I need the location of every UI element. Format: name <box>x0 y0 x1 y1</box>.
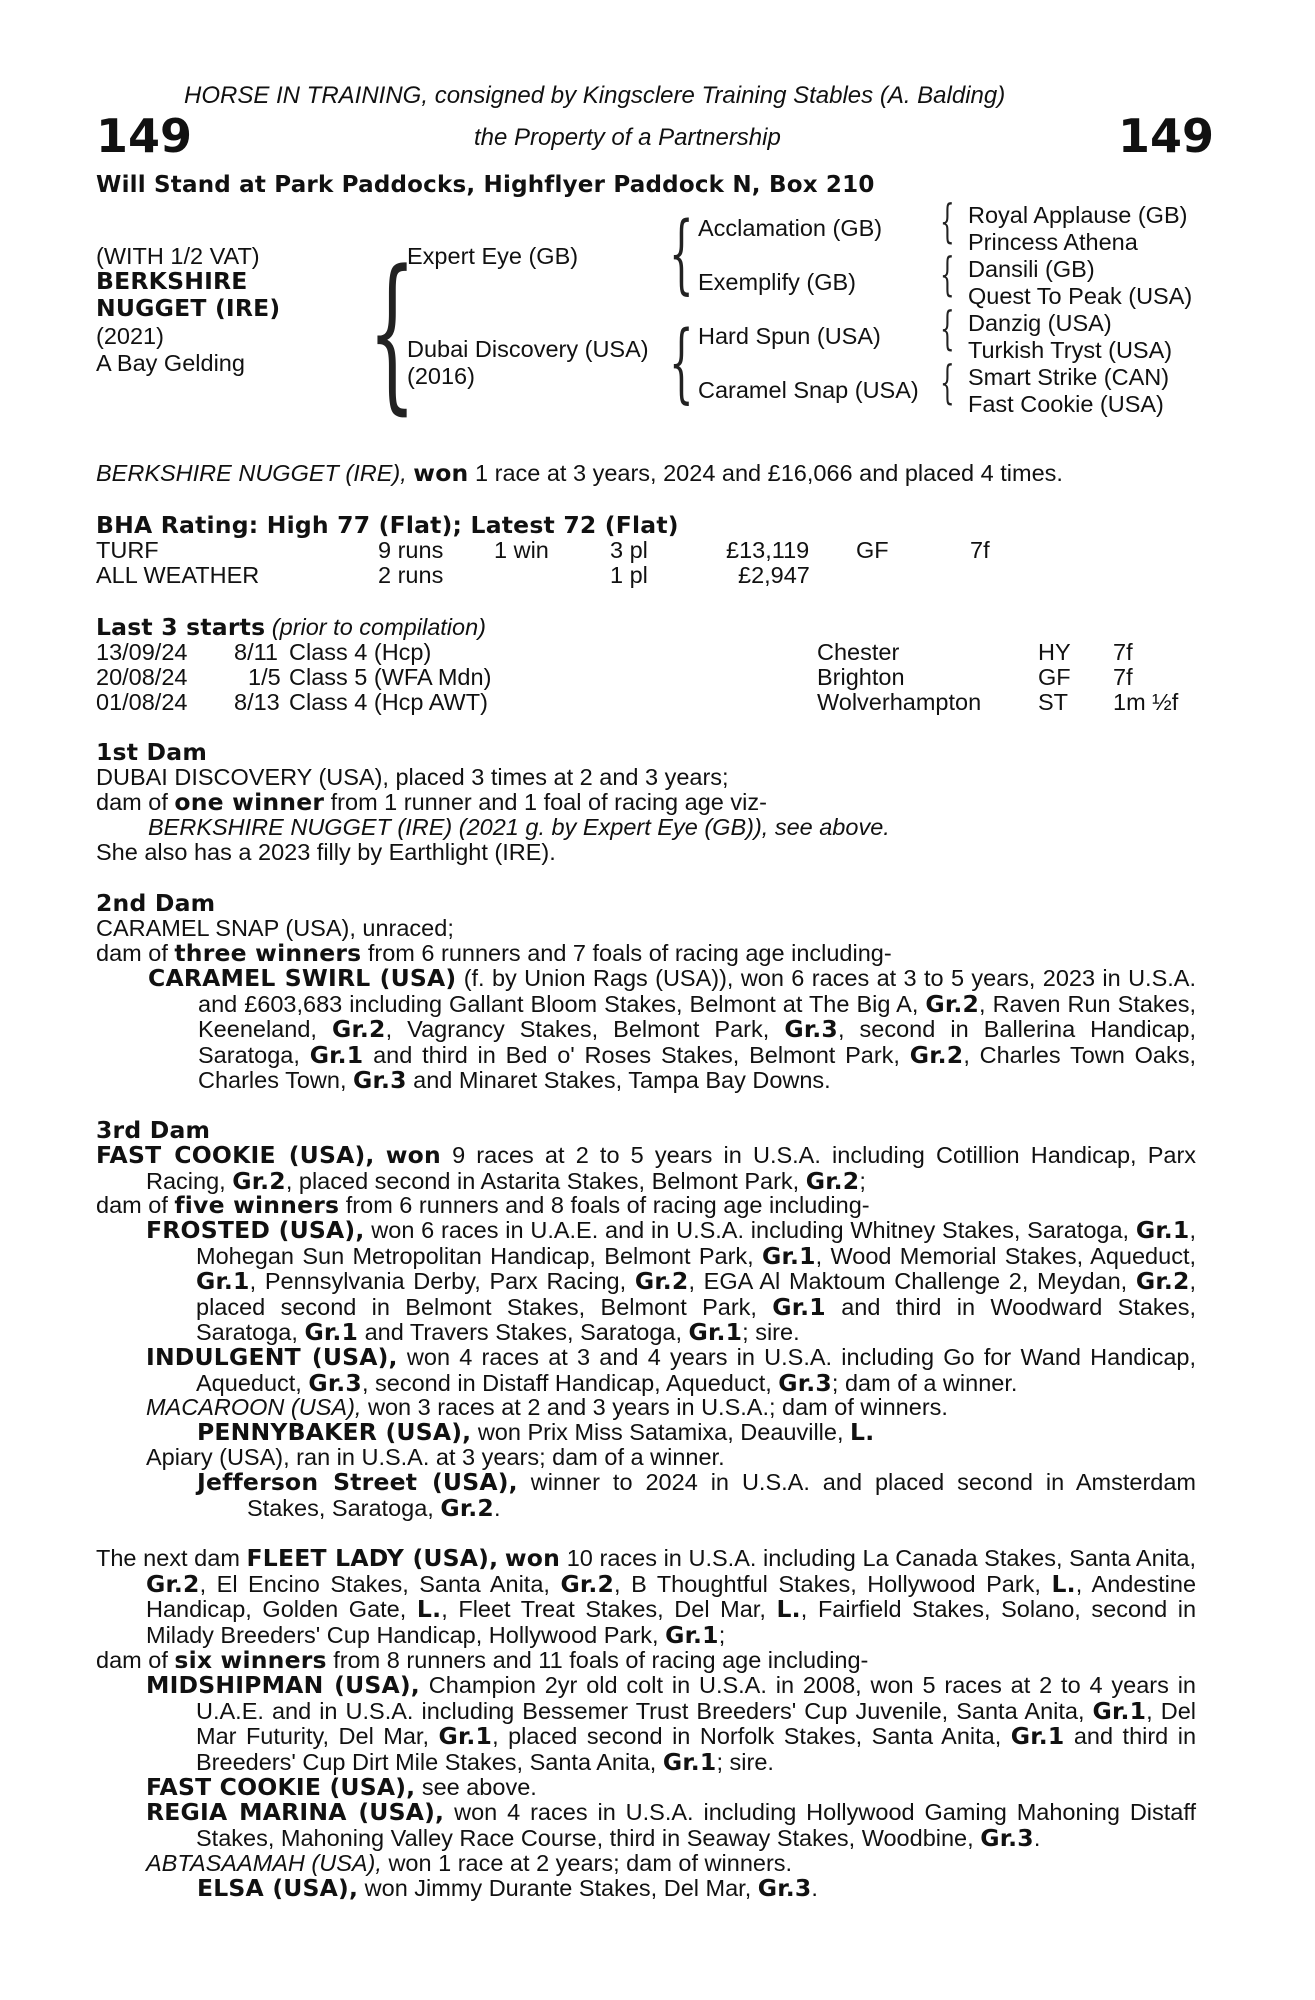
section-heading: 3rd Dam <box>96 1116 211 1144</box>
gg-2: Princess Athena <box>968 229 1138 255</box>
brace-icon: { <box>669 204 694 304</box>
sire-sire: Acclamation (GB) <box>698 215 883 241</box>
gg-4: Quest To Peak (USA) <box>968 283 1193 309</box>
gg-8: Fast Cookie (USA) <box>968 391 1164 417</box>
gg-3: Dansili (GB) <box>968 256 1095 282</box>
brace-icon: { <box>940 194 955 248</box>
lot-number-left: 149 <box>96 109 193 163</box>
brace-icon: { <box>368 234 417 430</box>
rating-heading: BHA Rating: High 77 (Flat); Latest 72 (Flat) <box>96 511 679 539</box>
consignor-line: HORSE IN TRAINING, consigned by Kingsclere Training Stables (A. Balding) <box>184 82 1006 109</box>
brace-icon: { <box>940 247 955 301</box>
fleet-lady-entry: The next dam FLEET LADY (USA), won 10 races in U.S.A. including La Canada Stakes, Santa Anita, Gr.2, El Encino Stakes, Santa Anita, Gr.2, B Thoughtful Stakes, Hollywood Park, L., Andestine Handicap, Golden Gate, L., Fleet Treat Stakes, Del Mar, L., Fairfield Stakes, Solano, second in Milady Breeders' Cup Handicap, Hollywood Park, Gr.1; <box>96 1544 1197 1649</box>
horse-name-line1: BERKSHIRE <box>96 267 248 295</box>
dam-dam: Caramel Snap (USA) <box>698 377 919 403</box>
brace-icon: { <box>669 313 694 413</box>
indulgent-entry: INDULGENT (USA), won 4 races at 3 and 4 years in U.S.A. including Go for Wand Handicap, Aqueduct, Gr.3, second in Distaff Handicap, Aqueduct, Gr.3; dam of a winner. <box>146 1343 1197 1397</box>
lot-number-right: 149 <box>1118 109 1215 163</box>
stabling-line: Will Stand at Park Paddocks, Highflyer Paddock N, Box 210 <box>96 172 875 198</box>
race-summary: BERKSHIRE NUGGET (IRE), won 1 race at 3 years, 2024 and £16,066 and placed 4 times. <box>96 459 1063 487</box>
section-heading: 2nd Dam <box>96 889 216 917</box>
fast-cookie-ref: FAST COOKIE (USA), see above. <box>146 1773 537 1801</box>
caramel-swirl-entry: CARAMEL SWIRL (USA) (f. by Union Rags (USA)), won 6 races at 3 to 5 years, 2023 in U.S.A. and £603,683 including Gallant Bloom Stakes, Belmont at The Big A, Gr.2, Raven Run Stakes, Keeneland, Gr.2, Vagrancy Stakes, Belmont Park, Gr.3, second in Ballerina Handicap, Saratoga, Gr.1 and third in Bed o' Roses Stakes, Belmont Park, Gr.2, Charles Town Oaks, Charles Town, Gr.3 and Minaret Stakes, Tampa Bay Downs. <box>148 964 1197 1094</box>
jefferson-street-entry: Jefferson Street (USA), winner to 2024 in U.S.A. and placed second in Amsterdam Stakes, Saratoga, Gr.2. <box>197 1468 1196 1522</box>
brace-icon: { <box>940 355 955 409</box>
horse-name-line2: NUGGET (IRE) <box>96 294 281 322</box>
gg-1: Royal Applause (GB) <box>968 202 1188 228</box>
dam-sire: Hard Spun (USA) <box>698 323 881 349</box>
brace-icon: { <box>940 301 955 355</box>
dam-year: (2016) <box>407 363 475 389</box>
sire-dam: Exemplify (GB) <box>698 269 856 295</box>
abtasaamah-entry: ABTASAAMAH (USA), won 1 race at 2 years; dam of winners. <box>146 1850 793 1876</box>
section-heading: 1st Dam <box>96 738 208 766</box>
apiary-entry: Apiary (USA), ran in U.S.A. at 3 years; dam of a winner. <box>146 1444 725 1470</box>
midshipman-entry: MIDSHIPMAN (USA), Champion 2yr old colt in U.S.A. in 2008, won 5 races at 2 to 4 years in U.A.E. and in U.S.A. including Bessemer Trust Breeders' Cup Juvenile, Santa Anita, Gr.1, Del Mar Futurity, Del Mar, Gr.1, placed second in Norfolk Stakes, Santa Anita, Gr.1 and third in Breeders' Cup Dirt Mile Stakes, Santa Anita, Gr.1; sire. <box>146 1671 1197 1776</box>
fast-cookie-entry: FAST COOKIE (USA), won 9 races at 2 to 5 years in U.S.A. including Cotillion Handicap, Parx Racing, Gr.2, placed second in Astarita Stakes, Belmont Park, Gr.2; <box>96 1141 1197 1195</box>
gg-6: Turkish Tryst (USA) <box>968 337 1173 363</box>
gg-5: Danzig (USA) <box>968 310 1112 336</box>
pennybaker-entry: PENNYBAKER (USA), won Prix Miss Satamixa, Deauville, L. <box>197 1418 875 1446</box>
vat-note: (WITH 1/2 VAT) <box>96 243 260 269</box>
regia-marina-entry: REGIA MARINA (USA), won 4 races in U.S.A. including Hollywood Gaming Mahoning Distaff Stakes, Mahoning Valley Race Course, third in Seaway Stakes, Woodbine, Gr.3. <box>146 1798 1196 1852</box>
property-line: the Property of a Partnership <box>474 124 781 151</box>
macaroon-entry: MACAROON (USA), won 3 races at 2 and 3 years in U.S.A.; dam of winners. <box>146 1394 948 1420</box>
elsa-entry: ELSA (USA), won Jimmy Durante Stakes, Del Mar, Gr.3. <box>197 1874 818 1902</box>
horse-year: (2021) <box>96 323 164 349</box>
frosted-entry: FROSTED (USA), won 6 races in U.A.E. and in U.S.A. including Whitney Stakes, Saratoga, Gr.1, Mohegan Sun Metropolitan Handicap, Belmont Park, Gr.1, Wood Memorial Stakes, Aqueduct, Gr.1, Pennsylvania Derby, Parx Racing, Gr.2, EGA Al Maktoum Challenge 2, Meydan, Gr.2, placed second in Belmont Stakes, Belmont Park, Gr.1 and third in Woodward Stakes, Saratoga, Gr.1 and Travers Stakes, Saratoga, Gr.1; sire. <box>146 1216 1197 1346</box>
sire: Expert Eye (GB) <box>407 243 579 269</box>
horse-description: A Bay Gelding <box>96 350 245 376</box>
dam: Dubai Discovery (USA) <box>407 336 649 362</box>
gg-7: Smart Strike (CAN) <box>968 364 1170 390</box>
starts-heading: Last 3 starts (prior to compilation) <box>96 613 486 641</box>
